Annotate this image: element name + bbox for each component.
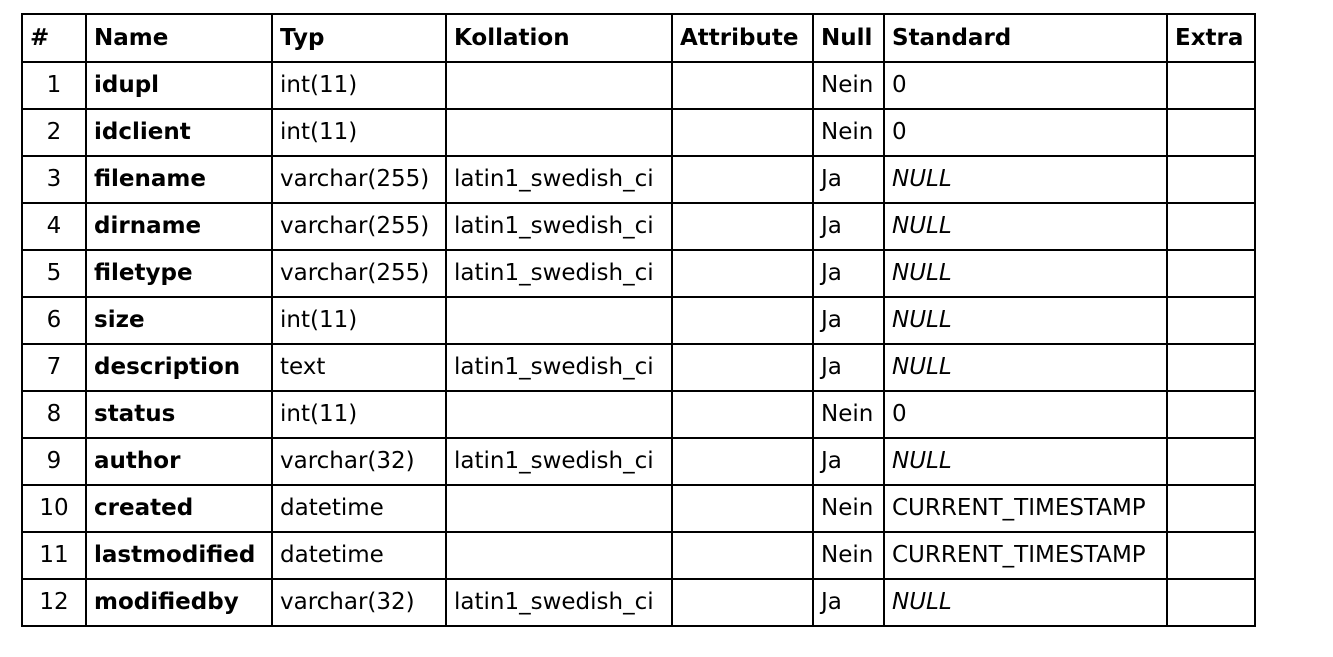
column-attribute: [672, 579, 813, 626]
column-extra: [1167, 391, 1255, 438]
column-null: Ja: [813, 297, 884, 344]
column-extra: [1167, 250, 1255, 297]
header-attribute: Attribute: [672, 14, 813, 62]
column-collation: [446, 532, 672, 579]
column-null: Nein: [813, 532, 884, 579]
column-null: Nein: [813, 391, 884, 438]
column-name: filetype: [86, 250, 272, 297]
column-default: CURRENT_TIMESTAMP: [884, 485, 1167, 532]
header-null: Null: [813, 14, 884, 62]
column-name: author: [86, 438, 272, 485]
column-attribute: [672, 62, 813, 109]
table-row: [22, 203, 1255, 250]
header-collation: Kollation: [446, 14, 672, 62]
row-number: 1: [22, 62, 86, 109]
column-name: size: [86, 297, 272, 344]
column-extra: [1167, 109, 1255, 156]
table-row: [22, 532, 1255, 579]
column-name: filename: [86, 156, 272, 203]
column-attribute: [672, 485, 813, 532]
column-default: NULL: [884, 438, 1167, 485]
column-collation: [446, 391, 672, 438]
structure-table: [21, 13, 1256, 627]
header-default: Standard: [884, 14, 1167, 62]
column-attribute: [672, 250, 813, 297]
column-null: Ja: [813, 344, 884, 391]
column-default: 0: [884, 391, 1167, 438]
column-collation: latin1_swedish_ci: [446, 438, 672, 485]
row-number: 6: [22, 297, 86, 344]
table-header: [22, 14, 1255, 62]
header-number: #: [22, 14, 86, 62]
column-default: CURRENT_TIMESTAMP: [884, 532, 1167, 579]
column-extra: [1167, 532, 1255, 579]
column-type: varchar(255): [272, 203, 446, 250]
table-row: [22, 391, 1255, 438]
table-row: [22, 109, 1255, 156]
column-collation: latin1_swedish_ci: [446, 579, 672, 626]
column-type: int(11): [272, 109, 446, 156]
column-collation: latin1_swedish_ci: [446, 203, 672, 250]
column-extra: [1167, 344, 1255, 391]
column-attribute: [672, 438, 813, 485]
column-type: int(11): [272, 62, 446, 109]
row-number: 3: [22, 156, 86, 203]
column-name: idupl: [86, 62, 272, 109]
column-extra: [1167, 297, 1255, 344]
header-extra: Extra: [1167, 14, 1255, 62]
header-row: [22, 14, 1255, 62]
column-extra: [1167, 579, 1255, 626]
column-null: Nein: [813, 485, 884, 532]
column-default: NULL: [884, 297, 1167, 344]
column-collation: latin1_swedish_ci: [446, 344, 672, 391]
row-number: 11: [22, 532, 86, 579]
column-null: Ja: [813, 250, 884, 297]
column-extra: [1167, 438, 1255, 485]
column-type: text: [272, 344, 446, 391]
column-null: Ja: [813, 156, 884, 203]
column-extra: [1167, 156, 1255, 203]
row-number: 8: [22, 391, 86, 438]
column-type: int(11): [272, 391, 446, 438]
column-name: modifiedby: [86, 579, 272, 626]
row-number: 12: [22, 579, 86, 626]
column-name: status: [86, 391, 272, 438]
column-attribute: [672, 297, 813, 344]
row-number: 2: [22, 109, 86, 156]
row-number: 9: [22, 438, 86, 485]
column-default: 0: [884, 109, 1167, 156]
table-row: [22, 297, 1255, 344]
row-number: 10: [22, 485, 86, 532]
column-type: int(11): [272, 297, 446, 344]
column-type: datetime: [272, 532, 446, 579]
column-null: Nein: [813, 109, 884, 156]
column-default: NULL: [884, 579, 1167, 626]
column-extra: [1167, 203, 1255, 250]
column-collation: [446, 297, 672, 344]
column-type: varchar(255): [272, 250, 446, 297]
column-name: created: [86, 485, 272, 532]
column-attribute: [672, 391, 813, 438]
column-attribute: [672, 532, 813, 579]
row-number: 5: [22, 250, 86, 297]
table-row: [22, 438, 1255, 485]
column-attribute: [672, 344, 813, 391]
column-type: datetime: [272, 485, 446, 532]
column-name: description: [86, 344, 272, 391]
row-number: 7: [22, 344, 86, 391]
column-default: NULL: [884, 250, 1167, 297]
column-null: Ja: [813, 203, 884, 250]
table-row: [22, 156, 1255, 203]
column-null: Nein: [813, 62, 884, 109]
column-collation: latin1_swedish_ci: [446, 156, 672, 203]
table-row: [22, 344, 1255, 391]
column-default: NULL: [884, 344, 1167, 391]
table-row: [22, 579, 1255, 626]
table-row: [22, 62, 1255, 109]
column-name: lastmodified: [86, 532, 272, 579]
column-name: dirname: [86, 203, 272, 250]
column-attribute: [672, 156, 813, 203]
column-collation: [446, 62, 672, 109]
column-default: NULL: [884, 203, 1167, 250]
column-collation: latin1_swedish_ci: [446, 250, 672, 297]
header-name: Name: [86, 14, 272, 62]
column-attribute: [672, 203, 813, 250]
column-attribute: [672, 109, 813, 156]
table-body: [22, 62, 1255, 626]
column-collation: [446, 485, 672, 532]
column-name: idclient: [86, 109, 272, 156]
row-number: 4: [22, 203, 86, 250]
column-null: Ja: [813, 438, 884, 485]
table-row: [22, 485, 1255, 532]
header-type: Typ: [272, 14, 446, 62]
column-type: varchar(32): [272, 438, 446, 485]
column-extra: [1167, 62, 1255, 109]
table-container: [21, 13, 1256, 627]
table-row: [22, 250, 1255, 297]
column-type: varchar(255): [272, 156, 446, 203]
column-extra: [1167, 485, 1255, 532]
column-type: varchar(32): [272, 579, 446, 626]
column-collation: [446, 109, 672, 156]
column-null: Ja: [813, 579, 884, 626]
column-default: 0: [884, 62, 1167, 109]
column-default: NULL: [884, 156, 1167, 203]
